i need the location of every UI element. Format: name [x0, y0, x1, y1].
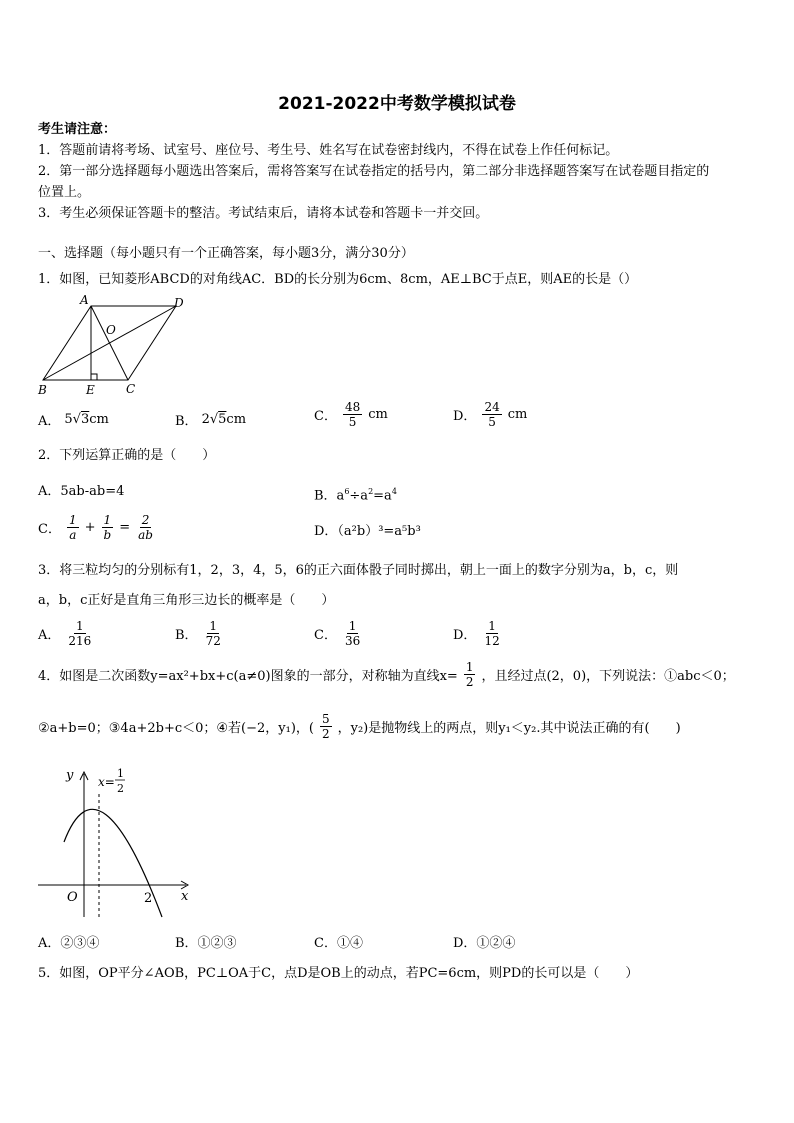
q5-stem: 5．如图，OP平分∠AOB，PC⊥OA于C，点D是OB上的动点，若PC=6cm，则PD的长可以是（ ） [38, 966, 639, 981]
axis-fraction-num: 1 [117, 767, 124, 780]
origin-label: O [67, 890, 78, 905]
fraction: $\frac{1}{a}$ [68, 513, 77, 542]
q4-line-2 [38, 712, 681, 741]
option-unit: cm [507, 407, 528, 422]
q2-option-d[interactable]: D．（a²b）³=a⁵b³ [314, 524, 421, 539]
q4-text: ，且经过点(2，0)，下列说法：①abc＜0； [481, 669, 735, 684]
q4-line-1 [38, 660, 735, 689]
option-value: 2√5cm [201, 412, 247, 427]
equals-sign: = [119, 520, 131, 535]
label-C: C [126, 382, 136, 396]
q3-line-2: a，b，c正好是直角三角形三边长的概率是（ ） [38, 593, 335, 608]
axis-of-symmetry-label: x= [98, 775, 115, 789]
option-fraction: $\frac{24}{5}$ [484, 400, 500, 429]
q1-option-a[interactable] [38, 410, 109, 429]
fraction: $\frac{5}{2}$ [321, 712, 330, 741]
option-label: D． [453, 409, 477, 424]
option-fraction: $\frac{48}{5}$ [344, 400, 361, 429]
option-label: C． [38, 522, 61, 537]
q2-option-a[interactable]: A．5ab-ab=4 [38, 484, 125, 499]
axis-fraction-den: 2 [117, 782, 124, 795]
option-label: C． [314, 409, 337, 424]
option-fraction: $\frac{1}{12}$ [484, 619, 500, 648]
q3-option-d[interactable] [453, 619, 504, 648]
option-fraction: $\frac{1}{36}$ [344, 619, 361, 648]
option-label: A． [38, 628, 61, 643]
root-label: 2 [144, 891, 153, 906]
notice-item-2: 2．第一部分选择题每小题选出答案后，需将答案写在试卷指定的括号内，第二部分非选择题答案写在试卷题目指定的 [38, 164, 710, 179]
q4-option-c[interactable]: C．①④ [314, 936, 363, 951]
notice-item-1: 1．答题前请将考场、试室号、座位号、考生号、姓名写在试卷密封线内，不得在试卷上作任何标记。 [38, 143, 619, 158]
option-value: 5√3cm [64, 412, 109, 427]
label-O: O [106, 323, 116, 337]
q4-text: 4．如图是二次函数y=ax²+bx+c(a≠0)图象的一部分，对称轴为直线x= [38, 669, 458, 684]
q4-option-a[interactable]: A．②③④ [38, 936, 100, 951]
notice-item-2-cont: 位置上。 [38, 185, 91, 200]
section-heading: 一、选择题（每小题只有一个正确答案，每小题3分，满分30分） [38, 246, 414, 261]
plus-sign: + [84, 520, 96, 535]
notice-item-3: 3．考生必须保证答题卡的整洁。考试结束后，请将本试卷和答题卡一并交回。 [38, 206, 489, 221]
q2-option-b[interactable]: B．$a^6\div a^2=a^4$ [314, 487, 397, 504]
label-D: D [174, 296, 184, 310]
fraction: $\frac{1}{2}$ [465, 660, 474, 689]
label-E: E [86, 383, 95, 397]
q3-option-a[interactable] [38, 619, 95, 648]
option-label: A． [38, 414, 61, 429]
q1-option-c[interactable] [314, 400, 388, 429]
option-label: C． [314, 628, 337, 643]
option-fraction: $\frac{1}{72}$ [205, 619, 221, 648]
label-B: B [38, 383, 47, 397]
q4-text: ②a+b=0；③4a+2b+c＜0；④若(−2，y₁)，( [38, 721, 314, 736]
y-axis-label: y [66, 768, 74, 783]
q4-option-b[interactable]: B．①②③ [175, 936, 237, 951]
option-fraction: $\frac{1}{216}$ [68, 619, 92, 648]
parabola-figure [36, 762, 196, 922]
option-unit: cm [368, 407, 388, 422]
option-label: B． [175, 628, 198, 643]
q1-option-b[interactable] [175, 410, 246, 429]
label-A: A [80, 293, 89, 307]
notice-heading: 考生请注意： [38, 122, 117, 137]
q1-stem: 1．如图，已知菱形ABCD的对角线AC．BD的长分别为6cm、8cm，AE⊥BC于点E，则AE的长是（） [38, 272, 638, 287]
q4-text: ，y₂)是抛物线上的两点，则y₁＜y₂.其中说法正确的有( ) [337, 721, 681, 736]
rhombus-figure [36, 292, 196, 398]
option-label: B． [175, 414, 198, 429]
option-label: D． [453, 628, 477, 643]
q3-option-b[interactable] [175, 619, 225, 648]
page-title: 2021-2022中考数学模拟试卷 [278, 94, 516, 114]
fraction: $\frac{1}{b}$ [103, 513, 112, 542]
q2-option-c[interactable] [38, 513, 157, 542]
fraction: $\frac{2}{ab}$ [138, 513, 153, 542]
q2-stem: 2．下列运算正确的是（ ） [38, 448, 216, 463]
q1-option-d[interactable] [453, 400, 527, 429]
q4-option-d[interactable]: D．①②④ [453, 936, 516, 951]
q3-line-1: 3．将三粒均匀的分别标有1，2，3，4，5，6的正六面体骰子同时掷出，朝上一面上的数字分别为a，b，c，则 [38, 563, 679, 578]
q3-option-c[interactable] [314, 619, 364, 648]
x-axis-label: x [181, 889, 189, 904]
